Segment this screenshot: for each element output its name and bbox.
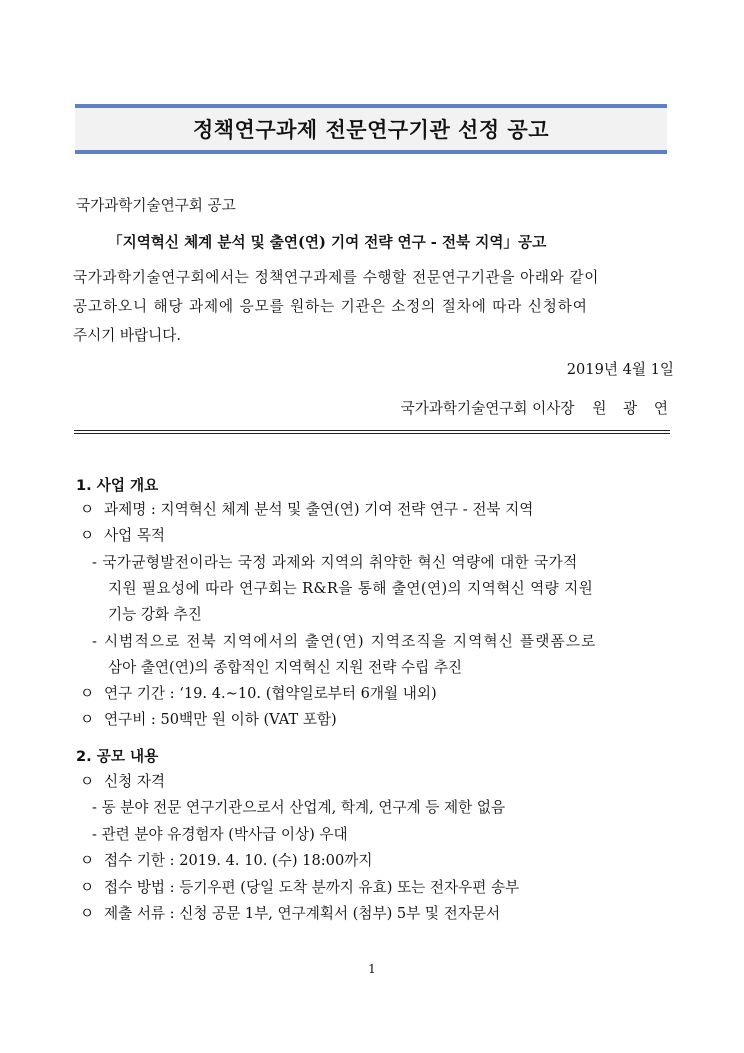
method-item bbox=[80, 878, 519, 898]
double-divider bbox=[74, 430, 670, 434]
deadline-item bbox=[80, 851, 372, 871]
bullet-icon: ㅇ bbox=[80, 852, 95, 869]
section1-heading: 1. 사업 개요 bbox=[76, 477, 159, 494]
signature-block bbox=[401, 399, 674, 419]
page-title: 정책연구과제 전문연구기관 선정 공고 bbox=[192, 118, 549, 142]
bullet-icon: ㅇ bbox=[80, 879, 95, 896]
purpose-1-line-2: 지원 필요성에 따라 연구회는 R&R을 통해 출연(연)의 지역혁신 역량 지원 bbox=[108, 580, 594, 597]
bullet-icon: ㅇ bbox=[80, 773, 95, 790]
bullet-icon: ㅇ bbox=[80, 527, 95, 544]
intro-line-2: 공고하오니 해당 과제에 응모를 원하는 기관은 소정의 절차에 따라 신청하여 bbox=[73, 298, 588, 315]
purpose-1-line-3: 기능 강화 추진 bbox=[108, 606, 202, 623]
deadline-text: 접수 기한 : 2019. 4. 10. (수) 18:00까지 bbox=[104, 852, 373, 869]
budget-item bbox=[80, 710, 337, 730]
purpose-1-line-1: - 국가균형발전이라는 국정 과제와 지역의 취약한 혁신 역량에 대한 국가적 bbox=[92, 554, 578, 571]
bullet-icon: ㅇ bbox=[80, 905, 95, 922]
period-item bbox=[80, 684, 437, 704]
task-name-item bbox=[80, 500, 533, 520]
page-number: 1 bbox=[368, 962, 376, 976]
signature-title: 국가과학기술연구회 이사장 bbox=[400, 400, 575, 417]
org-announcement-line: 국가과학기술연구회 공고 bbox=[76, 197, 236, 214]
eligibility-label: 신청 자격 bbox=[104, 773, 166, 790]
signature-name: 원 광 연 bbox=[592, 400, 674, 417]
eligibility-label-item bbox=[80, 772, 165, 792]
purpose-2-line-2: 삼아 출연(연)의 종합적인 지역혁신 지원 전략 수립 추진 bbox=[108, 659, 463, 676]
purpose-label-item bbox=[80, 526, 165, 546]
bullet-icon: ㅇ bbox=[80, 711, 95, 728]
announcement-date: 2019년 4월 1일 bbox=[566, 361, 674, 378]
announcement-subtitle: 「지역혁신 체계 분석 및 출연(연) 기여 전략 연구 - 전북 지역」공고 bbox=[108, 234, 547, 251]
task-name-text: 과제명 : 지역혁신 체계 분석 및 출연(연) 기여 전략 연구 - 전북 지역 bbox=[104, 501, 534, 518]
purpose-label: 사업 목적 bbox=[104, 527, 166, 544]
eligibility-line-2: - 관련 분야 유경험자 (박사급 이상) 우대 bbox=[92, 826, 348, 843]
intro-line-3: 주시기 바랍니다. bbox=[73, 327, 181, 344]
budget-text: 연구비 : 50백만 원 이하 (VAT 포함) bbox=[104, 711, 337, 728]
intro-line-1: 국가과학기술연구회에서는 정책연구과제를 수행할 전문연구기관을 아래와 같이 bbox=[73, 269, 599, 286]
section2-heading: 2. 공모 내용 bbox=[76, 748, 159, 765]
purpose-2-line-1: - 시범적으로 전북 지역에서의 출연(연) 지역조직을 지역혁신 플랫폼으로 bbox=[92, 633, 597, 650]
documents-text: 제출 서류 : 신청 공문 1부, 연구계획서 (첨부) 5부 및 전자문서 bbox=[104, 905, 501, 922]
bullet-icon: ㅇ bbox=[80, 685, 95, 702]
documents-item bbox=[80, 904, 500, 924]
method-text: 접수 방법 : 등기우편 (당일 도착 분까지 유효) 또는 전자우편 송부 bbox=[104, 879, 520, 896]
period-text: 연구 기간 : ‘19. 4.∼10. (협약일로부터 6개월 내외) bbox=[104, 685, 437, 702]
bullet-icon: ㅇ bbox=[80, 501, 95, 518]
title-banner bbox=[75, 104, 667, 154]
eligibility-line-1: - 동 분야 전문 연구기관으로서 산업계, 학계, 연구계 등 제한 없음 bbox=[92, 799, 506, 816]
